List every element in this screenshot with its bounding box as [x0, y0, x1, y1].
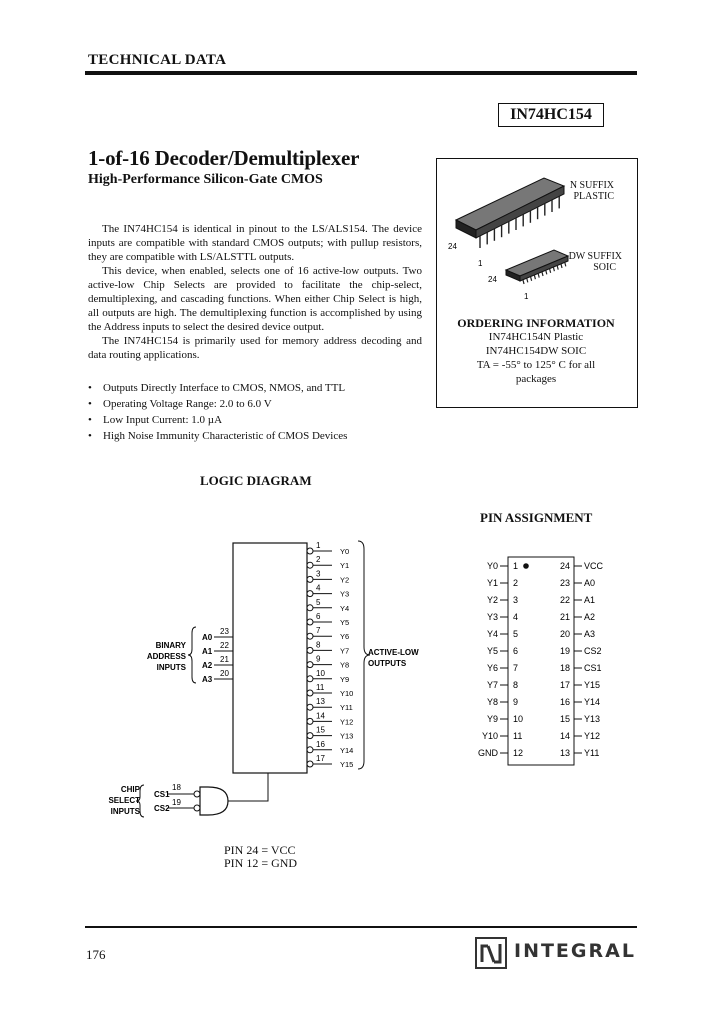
- ordering-plastic: IN74HC154N Plastic: [488, 331, 584, 343]
- cs2-name: CS2: [154, 804, 170, 813]
- pin-left-name: Y9: [486, 714, 498, 724]
- soic-pin-lead: [565, 262, 566, 266]
- soic-pin-lead: [550, 269, 551, 273]
- pin-left-name: Y1: [486, 578, 498, 588]
- logic-diagram: [100, 535, 430, 825]
- soic-pin-lead: [531, 277, 532, 281]
- pin-right-name: A1: [584, 595, 596, 605]
- pin-left-name: Y10: [481, 731, 498, 741]
- output-pin-number: 5: [316, 597, 321, 607]
- output-bubble: [307, 662, 313, 668]
- pin-left-number: 9: [513, 697, 519, 707]
- output-pin-number: 15: [316, 725, 325, 735]
- dip-pin1-label: 1: [478, 259, 483, 268]
- pin-left-number: 7: [513, 663, 519, 673]
- output-name: Y5: [340, 618, 350, 627]
- output-bubble: [307, 633, 313, 639]
- pin-left-name: Y8: [486, 697, 498, 707]
- pin-right-number: 19: [559, 646, 570, 656]
- soic-pin-lead: [527, 278, 528, 282]
- footer-rule: [85, 926, 637, 928]
- cs1-bubble: [194, 791, 200, 797]
- feature-list: [88, 380, 428, 444]
- pin-left-name: Y6: [486, 663, 498, 673]
- feature-item: • Operating Voltage Range: 2.0 to 6.0 V: [88, 396, 428, 412]
- cs-label-line3: INPUTS: [110, 807, 140, 816]
- decoder-block: [233, 543, 307, 773]
- output-bubble: [307, 562, 313, 568]
- address-pin-number: 20: [220, 669, 229, 678]
- soic-pin-lead: [553, 267, 554, 271]
- pin-left-number: 2: [513, 578, 519, 588]
- pin-right-name: CS2: [584, 646, 602, 656]
- output-bubble: [307, 647, 313, 653]
- pin-left-number: 5: [513, 629, 519, 639]
- output-bubble: [307, 548, 313, 554]
- output-bubble: [307, 619, 313, 625]
- output-name: Y12: [340, 717, 354, 727]
- output-pin-number: 11: [316, 683, 325, 692]
- address-name: A0: [202, 633, 213, 642]
- description-paragraph: The IN74HC154 is primarily used for memory address decoding and data routing applications.: [88, 335, 422, 361]
- output-name: Y10: [340, 689, 354, 698]
- enable-wire: [228, 773, 268, 801]
- output-label-line2: OUTPUTS: [368, 659, 407, 668]
- pin-right-number: 20: [559, 629, 570, 639]
- pin-right-name: VCC: [584, 561, 604, 571]
- pin-left-number: 11: [513, 731, 523, 741]
- output-pin-number: 16: [316, 739, 325, 749]
- output-bubble: [307, 718, 313, 724]
- description: [88, 222, 422, 362]
- output-pin-number: 14: [316, 711, 325, 721]
- pin-left-number: 8: [513, 680, 519, 690]
- address-name: A1: [202, 647, 213, 656]
- address-brace: [188, 627, 196, 683]
- pin-right-name: Y15: [584, 680, 601, 690]
- soic-pin24-label: 24: [488, 275, 497, 284]
- pin-assignment-title: PIN ASSIGNMENT: [480, 510, 593, 525]
- address-name: A2: [202, 661, 213, 670]
- output-pin-number: 8: [316, 640, 321, 650]
- and-gate: [200, 787, 228, 815]
- cs1-name: CS1: [154, 790, 170, 799]
- ordering-heading: ORDERING INFORMATION: [457, 316, 615, 330]
- output-pin-number: 1: [316, 541, 321, 550]
- output-name: Y7: [340, 646, 350, 656]
- pin-left-name: GND: [478, 748, 498, 758]
- output-bubble: [307, 605, 313, 611]
- soic-pin-lead: [523, 280, 524, 284]
- output-label-line1: ACTIVE-LOW: [368, 648, 419, 657]
- section-header: TECHNICAL DATA: [88, 52, 227, 68]
- pin-assignment-diagram: [470, 552, 630, 772]
- feature-item: • Low Input Current: 1.0 µA: [88, 412, 428, 428]
- logic-diagram-title: LOGIC DIAGRAM: [200, 473, 312, 488]
- soic-pin-lead: [546, 270, 547, 274]
- output-bubble: [307, 733, 313, 739]
- integral-logo-icon: [474, 936, 508, 970]
- output-name: Y11: [340, 703, 353, 713]
- pin-right-number: 24: [559, 561, 570, 571]
- pin-left-number: 4: [513, 612, 519, 622]
- pin-right-name: A2: [584, 612, 596, 622]
- pin-left-number: 3: [513, 595, 519, 605]
- address-name: A3: [202, 675, 213, 684]
- output-bubble: [307, 747, 313, 753]
- n-suffix-type: PLASTIC: [573, 191, 614, 202]
- output-name: Y0: [340, 547, 350, 556]
- output-name: Y9: [340, 674, 350, 684]
- cs2-pin: 19: [172, 798, 181, 807]
- pin-right-number: 15: [559, 714, 570, 724]
- pin-right-number: 16: [559, 697, 570, 707]
- pin-left-number: 6: [513, 646, 519, 656]
- output-name: Y15: [340, 760, 354, 769]
- feature-item: • Outputs Directly Interface to CMOS, NMOS, and TTL: [88, 380, 428, 396]
- pin-left-name: Y7: [486, 680, 498, 690]
- output-bubble: [307, 576, 313, 582]
- output-name: Y2: [340, 575, 350, 585]
- pin-left-number: 10: [513, 714, 524, 724]
- soic-pin-lead: [561, 264, 562, 268]
- output-pin-number: 4: [316, 583, 321, 593]
- pin-right-name: A3: [584, 629, 596, 639]
- address-label-line1: BINARY: [155, 641, 186, 650]
- output-pin-number: 2: [316, 555, 321, 565]
- output-name: Y3: [340, 589, 350, 599]
- pin-right-name: Y14: [584, 697, 601, 707]
- output-pin-number: 6: [316, 612, 321, 621]
- output-pin-number: 3: [316, 569, 321, 579]
- cs1-pin: 18: [172, 783, 181, 792]
- output-pin-number: 7: [316, 626, 321, 636]
- header-rule: [85, 71, 637, 75]
- output-bubble: [307, 690, 313, 696]
- output-name: Y8: [340, 660, 350, 670]
- package-drawings: [436, 158, 636, 318]
- description-paragraph: The IN74HC154 is identical in pinout to the LS/ALS154. The device inputs are compatible with standard CMOS outputs; with pullup resistors, they are compatible with LS/ALSTTL outputs.: [88, 223, 422, 263]
- dw-suffix-type: SOIC: [593, 262, 616, 273]
- cs-label-line2: SELECT: [108, 796, 140, 805]
- soic-pin1-label: 1: [524, 292, 529, 301]
- page-subtitle: High-Performance Silicon-Gate CMOS: [88, 172, 323, 187]
- pin-left-name: Y5: [486, 646, 498, 656]
- soic-pin-lead: [542, 272, 543, 276]
- output-name: Y13: [340, 731, 354, 741]
- pin-right-number: 22: [559, 595, 570, 605]
- pin-right-number: 13: [559, 748, 570, 758]
- address-label-line3: INPUTS: [156, 663, 186, 672]
- dw-suffix-text: DW SUFFIX: [568, 251, 622, 262]
- pin-right-name: Y12: [584, 731, 601, 741]
- address-pin-number: 22: [220, 641, 229, 650]
- soic-pin-lead: [557, 266, 558, 270]
- output-pin-number: 9: [316, 654, 321, 664]
- pin-right-name: CS1: [584, 663, 602, 673]
- address-pin-number: 23: [220, 627, 229, 636]
- soic-pin-lead: [534, 275, 535, 279]
- pin-left-number: 12: [513, 748, 524, 758]
- output-bubble: [307, 591, 313, 597]
- n-suffix-text: N SUFFIX: [569, 180, 614, 191]
- dip-pin24-label: 24: [448, 242, 457, 251]
- description-paragraph: This device, when enabled, selects one of 16 active-low outputs. Two active-low Chip Selects are provided to facilitate the chip-select, demultiplexing, and cascading functions. When either Chip Select is high, all outputs are high. The demultiplexing function is accomplished by using the Address inputs to select the desired device output.: [88, 265, 422, 333]
- output-pin-number: 10: [316, 668, 325, 678]
- pin-right-number: 21: [559, 612, 570, 622]
- output-name: Y6: [340, 632, 350, 642]
- output-pin-number: 17: [316, 754, 325, 763]
- company-name: INTEGRAL: [514, 940, 636, 962]
- output-pin-number: 13: [316, 697, 325, 707]
- part-number-box: IN74HC154: [498, 103, 604, 127]
- pin-notes: [224, 844, 297, 870]
- soic-package-icon: [506, 250, 568, 284]
- soic-pin-lead: [538, 274, 539, 278]
- output-bubble: [307, 761, 313, 767]
- cs-label-line1: CHIP: [120, 785, 140, 794]
- pin1-marker: [523, 563, 529, 569]
- pin-right-number: 14: [559, 731, 570, 741]
- pin-note-gnd: PIN 12 = GND: [224, 856, 298, 870]
- cs2-bubble: [194, 805, 200, 811]
- output-bubble: [307, 704, 313, 710]
- pin-right-number: 18: [559, 663, 570, 673]
- output-name: Y4: [340, 603, 350, 613]
- output-name: Y14: [340, 745, 354, 755]
- pin-right-name: Y11: [584, 748, 600, 758]
- ordering-temperature: TA = -55° to 125° C for all packages: [476, 359, 596, 385]
- pin-right-name: Y13: [584, 714, 601, 724]
- pin-left-name: Y4: [486, 629, 498, 639]
- address-pin-number: 21: [220, 655, 229, 664]
- pin-left-number: 1: [513, 561, 519, 571]
- dip-package-icon: [456, 178, 564, 248]
- ordering-soic: IN74HC154DW SOIC: [485, 345, 587, 357]
- page-number: 176: [86, 947, 106, 962]
- pin-right-number: 17: [559, 680, 570, 690]
- pin-right-name: A0: [584, 578, 596, 588]
- ordering-info: [436, 316, 636, 386]
- feature-item: • High Noise Immunity Characteristic of CMOS Devices: [88, 428, 428, 444]
- pin-note-vcc: PIN 24 = VCC: [224, 843, 296, 857]
- output-name: Y1: [340, 561, 350, 571]
- page-title: 1-of-16 Decoder/Demultiplexer: [88, 146, 360, 170]
- pin-right-number: 23: [559, 578, 570, 588]
- pin-left-name: Y3: [486, 612, 498, 622]
- output-bubble: [307, 676, 313, 682]
- pin-left-name: Y2: [486, 595, 498, 605]
- address-label-line2: ADDRESS: [146, 652, 186, 661]
- pin-left-name: Y0: [486, 561, 498, 571]
